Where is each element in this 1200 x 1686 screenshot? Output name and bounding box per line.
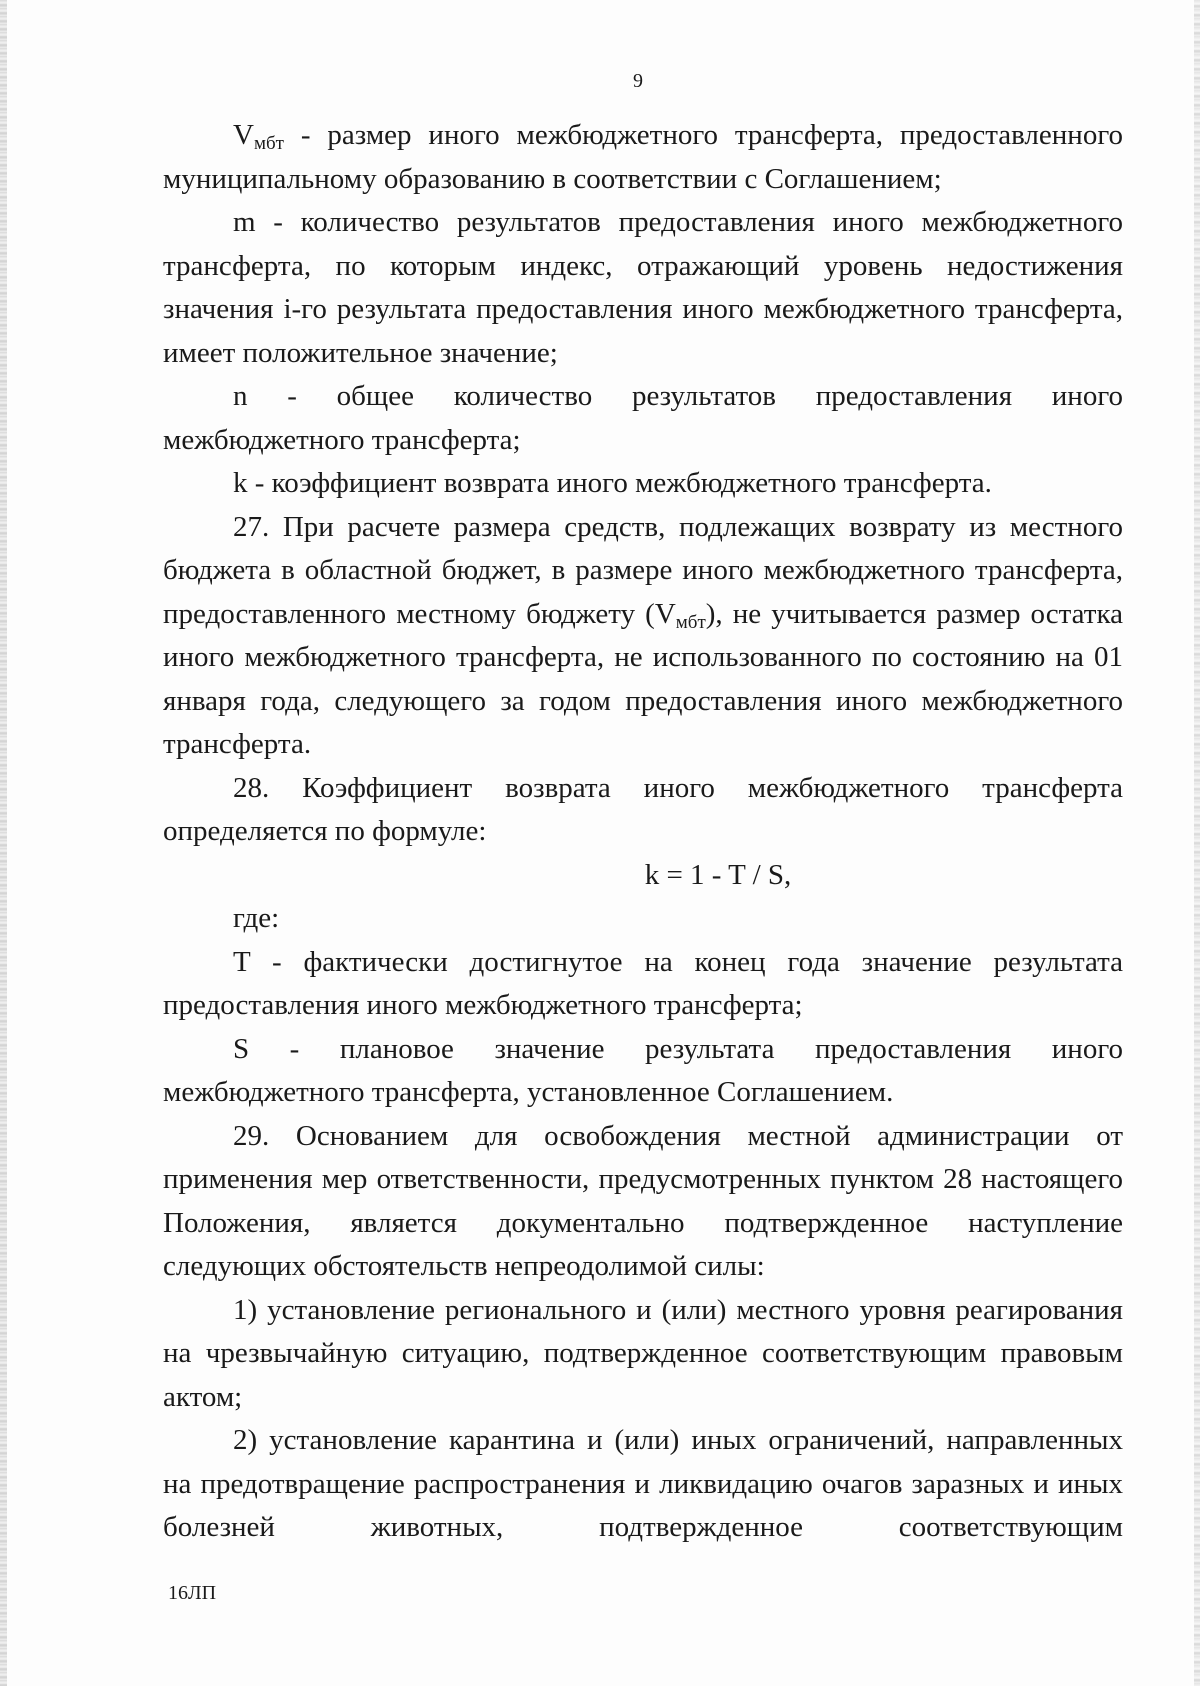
definition-vmbt-text: - размер иного межбюджетного трансферта, предоставленного муниципальному образованию в соответствии с Соглашением; <box>163 119 1123 195</box>
clause-28: 28. Коэффициент возврата иного межбюджетного трансферта определяется по формуле: <box>163 771 1123 847</box>
list-item-2: 2) установление карантина и (или) иных ограничений, направленных на предотвращение распространения и ликвидацию очагов заразных и иных болезней животных, подтвержденное соответствующим <box>163 1424 1123 1543</box>
clause-27-post: ), не учитывается размер остатка иного межбюджетного трансферта, не использованного по состоянию на 01 января года, следующего за годом предоставления иного межбюджетного трансферта. <box>163 597 1123 760</box>
clause-29: 29. Основанием для освобождения местной администрации от применения мер ответственности, предусмотренных пунктом 28 настоящего Положения, является документально подтвержденное наступление следующих обстоятельств непреодолимой силы: <box>163 1119 1123 1282</box>
scan-edge-left <box>0 0 7 1686</box>
subscript-mbt: мбт <box>253 133 284 154</box>
symbol-v: V <box>233 119 254 151</box>
clause-27-pre: 27. При расчете размера средств, подлежащих возврату из местного бюджета в областной бюджет, в размере иного межбюджетного трансферта, предоставленного местному бюджету (V <box>163 510 1123 630</box>
where-label: где: <box>233 902 280 934</box>
definition-k: k - коэффициент возврата иного межбюджетного трансферта. <box>233 467 992 499</box>
definition-vmbt <box>163 114 1123 201</box>
definition-s: S - плановое значение результата предоставления иного межбюджетного трансферта, установленное Соглашением. <box>163 1032 1123 1108</box>
list-item-1: 1) установление регионального и (или) местного уровня реагирования на чрезвычайную ситуацию, подтвержденное соответствующим правовым актом; <box>163 1293 1123 1413</box>
document-body <box>163 114 1123 1550</box>
definition-t: T - фактически достигнутое на конец года значение результата предоставления иного межбюджетного трансферта; <box>163 945 1123 1021</box>
footer-code: 16ЛП <box>168 1582 217 1604</box>
scan-edge-right <box>1194 0 1200 1686</box>
formula: k = 1 - T / S, <box>644 858 792 891</box>
clause-27-subscript: мбт <box>675 611 706 633</box>
clause-27 <box>163 506 1123 767</box>
page-number: 9 <box>633 70 643 92</box>
definition-n: n - общее количество результатов предоставления иного межбюджетного трансферта; <box>163 380 1123 456</box>
definition-m: m - количество результатов предоставления иного межбюджетного трансферта, по которым индекс, отражающий уровень недостижения значения i-го результата предоставления иного межбюджетного трансферта, имеет положительное значение; <box>163 206 1123 369</box>
